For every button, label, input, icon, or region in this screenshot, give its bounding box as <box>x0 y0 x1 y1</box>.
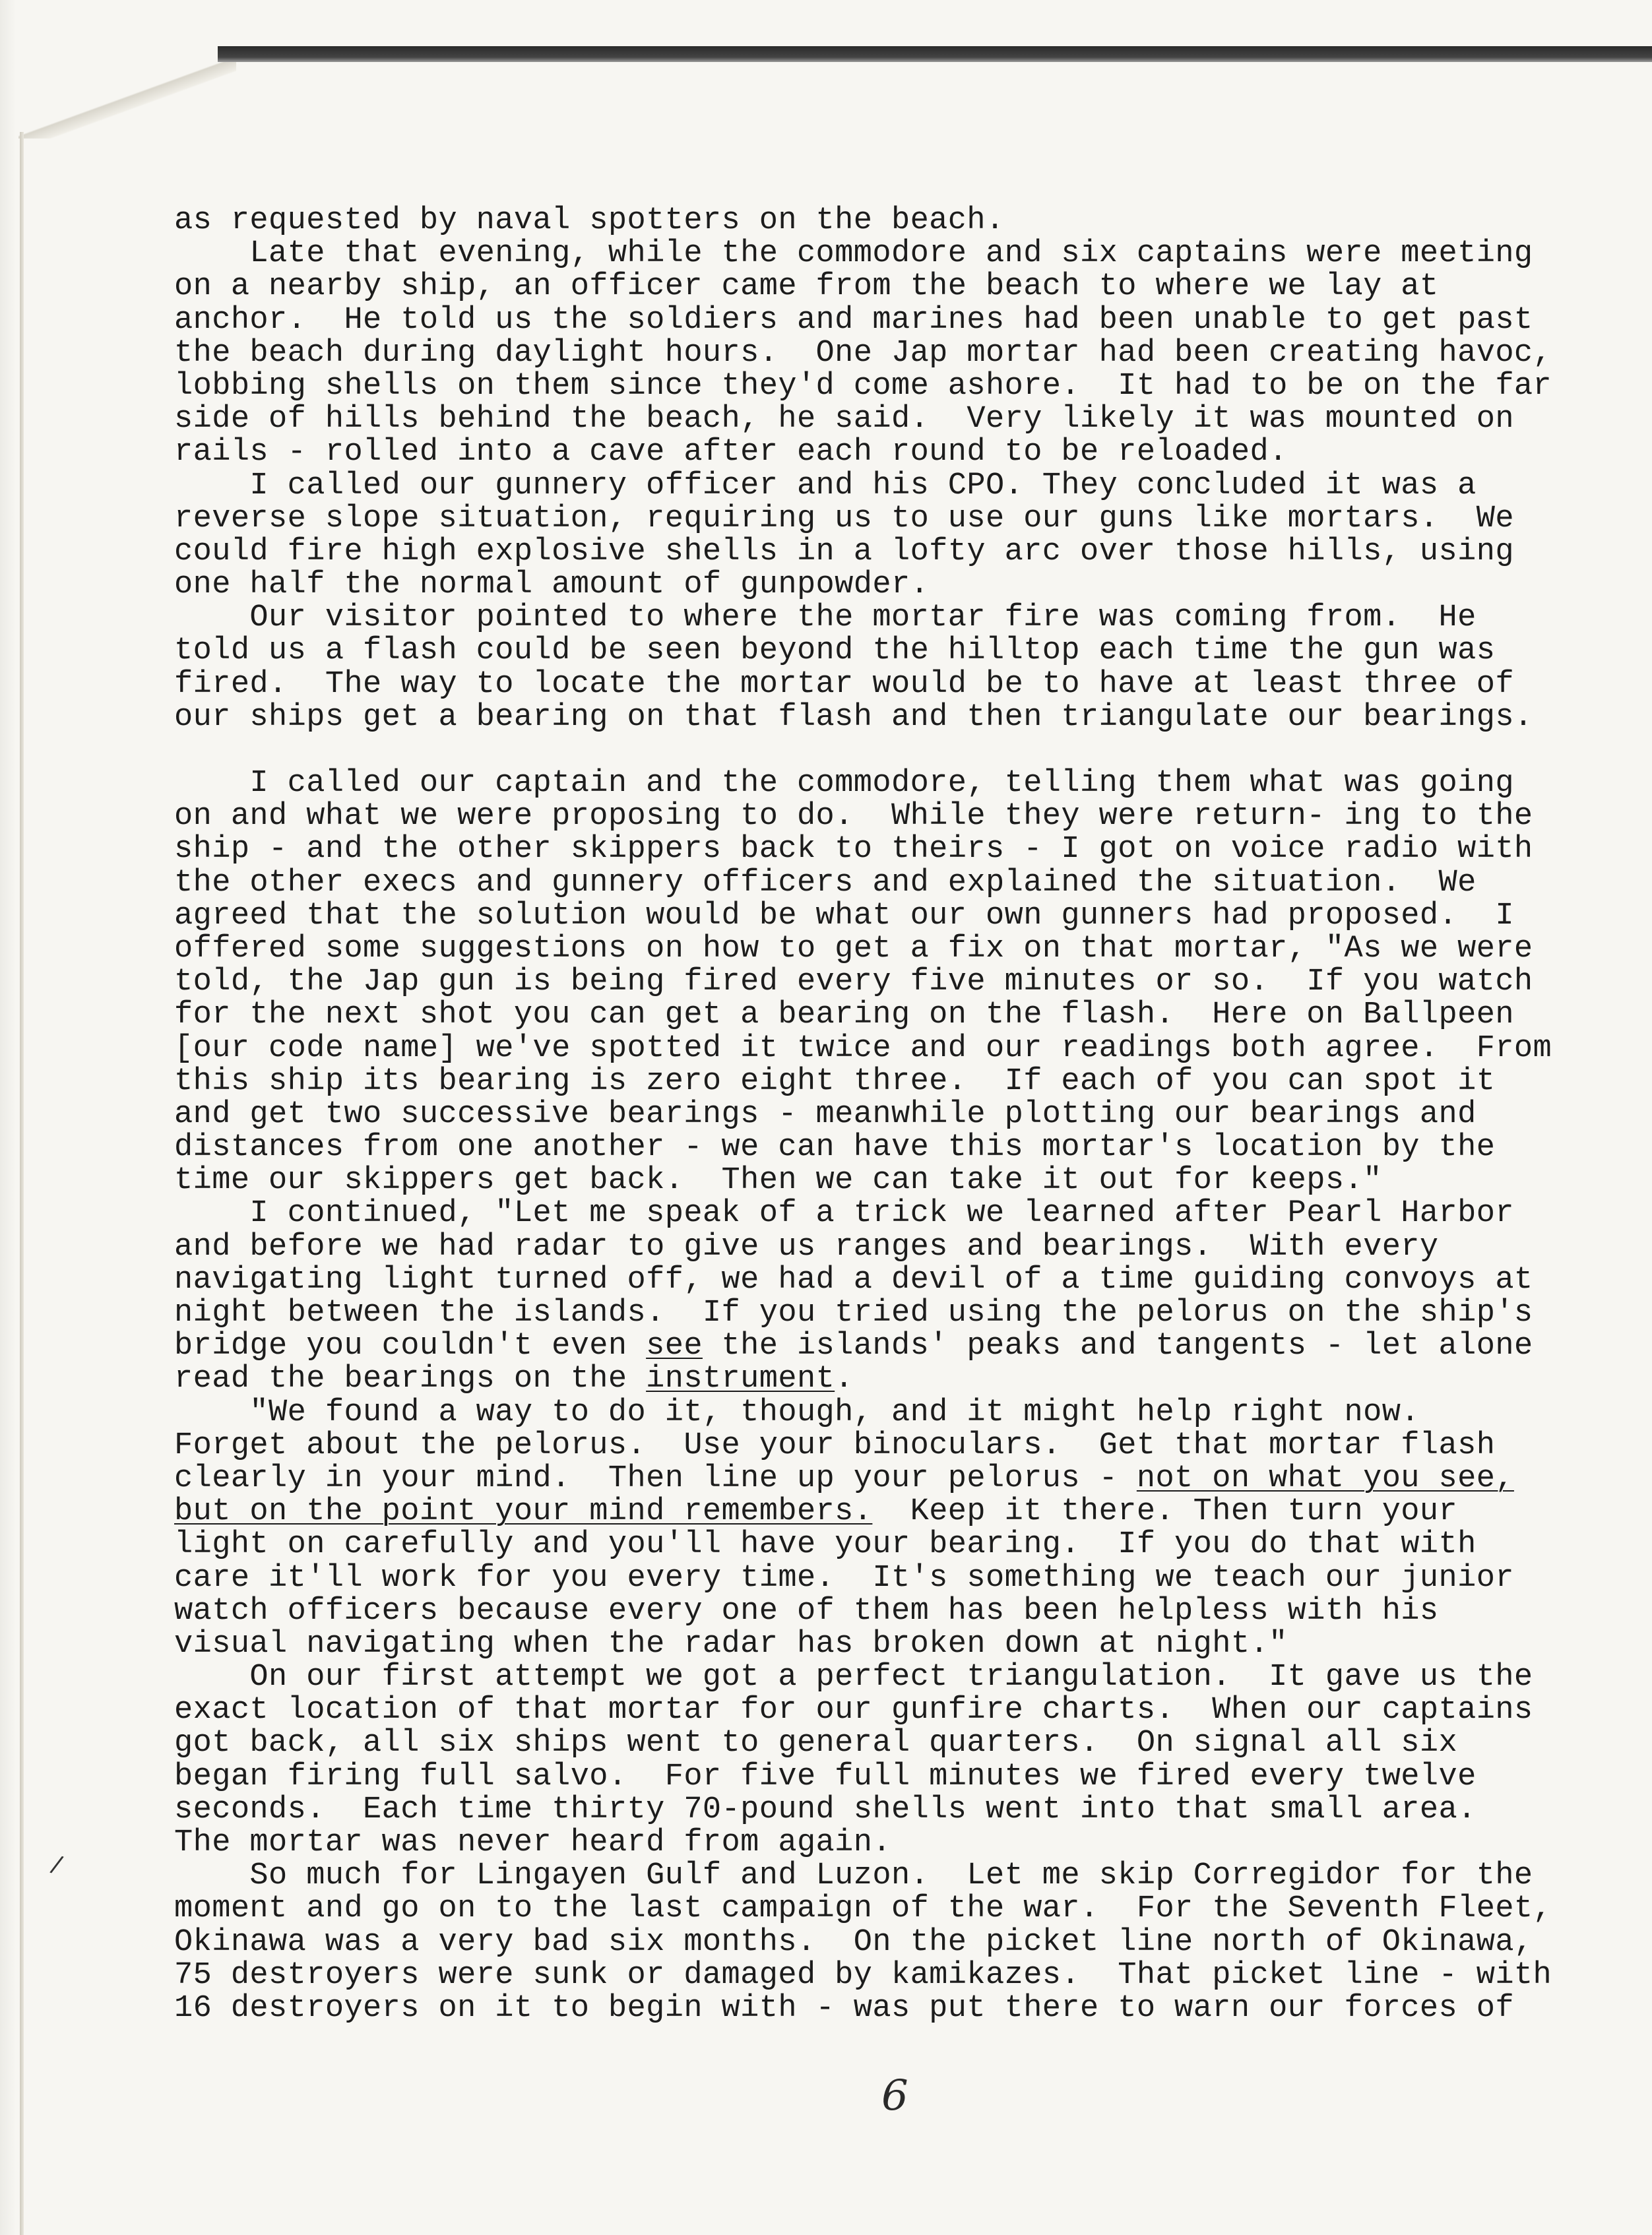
text-line: and before we had radar to give us ranges and bearings. With every <box>174 1229 1439 1265</box>
text-line: I continued, "Let me speak of a trick we learned after Pearl Harbor <box>174 1196 1514 1232</box>
text-line: bridge you couldn't even see the islands' peaks and tangents - let alone <box>174 1329 1533 1364</box>
text-line: I called our gunnery officer and his CPO. They concluded it was a <box>174 468 1477 503</box>
text-line: this ship its bearing is zero eight three. If each of you can spot it <box>174 1063 1496 1099</box>
page-edge-shadow <box>20 132 24 2235</box>
text-line: distances from one another - we can have this mortar's location by the <box>174 1130 1496 1166</box>
text-line: exact location of that mortar for our gunfire charts. When our captains <box>174 1693 1533 1728</box>
text-line: the other execs and gunnery officers and explained the situation. We <box>174 865 1477 900</box>
text-line: moment and go on to the last campaign of the war. For the Seventh Fleet, <box>174 1891 1552 1927</box>
text-line: the beach during daylight hours. One Jap mortar had been creating havoc, <box>174 335 1552 371</box>
text-line: Forget about the pelorus. Use your binoculars. Get that mortar flash <box>174 1428 1496 1463</box>
document-body <box>174 205 1612 2025</box>
text-line: rails - rolled into a cave after each round to be reloaded. <box>174 435 1288 470</box>
folder-corner <box>18 46 236 139</box>
text-line: for the next shot you can get a bearing on the flash. Here on Ballpeen <box>174 997 1514 1033</box>
text-line: and get two successive bearings - meanwhile plotting our bearings and <box>174 1096 1477 1132</box>
text-line: but on the point your mind remembers. Keep it there. Then turn your <box>174 1494 1458 1530</box>
text-line: clearly in your mind. Then line up your pelorus - not on what you see, <box>174 1461 1514 1496</box>
text-line: on a nearby ship, an officer came from the beach to where we lay at <box>174 269 1439 305</box>
text-line: got back, all six ships went to general quarters. On signal all six <box>174 1726 1458 1761</box>
page-left-margin <box>0 0 16 2235</box>
text-line: our ships get a bearing on that flash and then triangulate our bearings. <box>174 699 1533 735</box>
text-line: navigating light turned off, we had a devil of a time guiding convoys at <box>174 1262 1533 1298</box>
text-line: time our skippers get back. Then we can take it out for keeps." <box>174 1163 1382 1199</box>
paragraph-gap <box>174 734 1612 767</box>
underlined-phrase: but on the point your mind remembers. <box>174 1494 873 1530</box>
margin-mark: / <box>48 1850 65 1879</box>
text-line: Okinawa was a very bad six months. On the picket line north of Okinawa, <box>174 1924 1533 1960</box>
text-line: Our visitor pointed to where the mortar fire was coming from. He <box>174 600 1477 636</box>
text-line: could fire high explosive shells in a lofty arc over those hills, using <box>174 534 1514 569</box>
text-line: told us a flash could be seen beyond the hilltop each time the gun was <box>174 633 1496 669</box>
text-line: lobbing shells on them since they'd come ashore. It had to be on the far <box>174 368 1552 404</box>
text-line: night between the islands. If you tried using the pelorus on the ship's <box>174 1296 1533 1331</box>
text-line: as requested by naval spotters on the beach. <box>174 203 1005 238</box>
text-line: seconds. Each time thirty 70-pound shells went into that small area. <box>174 1792 1477 1827</box>
text-line: On our first attempt we got a perfect triangulation. It gave us the <box>174 1660 1533 1695</box>
text-line: [our code name] we've spotted it twice and our readings both agree. From <box>174 1030 1552 1066</box>
text-line: reverse slope situation, requiring us to use our guns like mortars. We <box>174 501 1514 536</box>
underlined-phrase: not on what you see, <box>1136 1461 1514 1496</box>
text-line: offered some suggestions on how to get a fix on that mortar, "As we were <box>174 931 1533 966</box>
text-line: told, the Jap gun is being fired every five minutes or so. If you watch <box>174 964 1533 1000</box>
text-line: care it'll work for you every time. It's something we teach our junior <box>174 1560 1514 1596</box>
text-line: visual navigating when the radar has broken down at night." <box>174 1626 1288 1662</box>
text-line: one half the normal amount of gunpowder. <box>174 567 930 603</box>
text-line: 75 destroyers were sunk or damaged by kamikazes. That picket line - with <box>174 1957 1552 1993</box>
text-line: I called our captain and the commodore, telling them what was going <box>174 766 1514 801</box>
text-line: began firing full salvo. For five full minutes we fired every twelve <box>174 1759 1477 1794</box>
text-line: read the bearings on the instrument. <box>174 1362 854 1397</box>
underlined-phrase: see <box>646 1329 703 1364</box>
text-line: side of hills behind the beach, he said. Very likely it was mounted on <box>174 402 1514 437</box>
text-line: The mortar was never heard from again. <box>174 1825 891 1860</box>
text-line: anchor. He told us the soldiers and marines had been unable to get past <box>174 302 1533 338</box>
text-line: fired. The way to locate the mortar would be to have at least three of <box>174 666 1514 702</box>
underlined-phrase: instrument <box>646 1362 835 1397</box>
text-line: on and what we were proposing to do. While they were return- ing to the <box>174 799 1533 834</box>
text-line: agreed that the solution would be what our own gunners had proposed. I <box>174 898 1514 933</box>
text-line: Late that evening, while the commodore and six captains were meeting <box>174 236 1533 272</box>
binder-edge <box>218 46 1652 62</box>
text-line: So much for Lingayen Gulf and Luzon. Let me skip Corregidor for the <box>174 1858 1533 1894</box>
page-number: 6 <box>881 2071 908 2120</box>
text-line: 16 destroyers on it to begin with - was put there to warn our forces of <box>174 1990 1514 2026</box>
text-line: "We found a way to do it, though, and it might help right now. <box>174 1395 1420 1430</box>
text-line: ship - and the other skippers back to theirs - I got on voice radio with <box>174 832 1533 867</box>
text-line: watch officers because every one of them has been helpless with his <box>174 1593 1439 1629</box>
text-line: light on carefully and you'll have your bearing. If you do that with <box>174 1527 1477 1563</box>
